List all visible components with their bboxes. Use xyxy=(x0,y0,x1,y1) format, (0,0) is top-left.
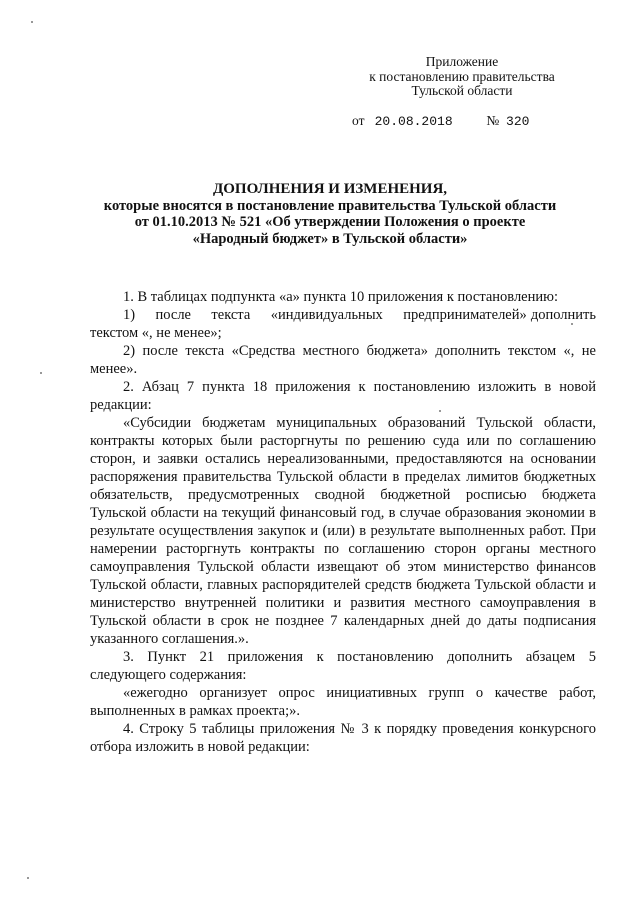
document-body xyxy=(90,288,596,756)
appendix-line: к постановлению правительства xyxy=(369,68,555,84)
date-prefix: от xyxy=(352,113,365,128)
paragraph: 4. Строку 5 таблицы приложения № 3 к порядку проведения конкурсного отбора изложить в новой редакции: xyxy=(90,721,596,755)
paragraph: 1) после текста «индивидуальных предпринимателей» дополнить текстом «, не менее»; xyxy=(90,307,596,341)
document-number: 320 xyxy=(506,114,530,129)
scan-speck xyxy=(40,372,42,374)
appendix-header xyxy=(352,55,572,99)
scan-speck xyxy=(31,21,33,23)
date-number-line xyxy=(352,113,529,129)
quoted-paragraph: «Субсидии бюджетам муниципальных образований Тульской области, контракты которых были расторгнуты по решению суда или по соглашению сторон, и заявки остались нереализованными, предоставляются на основании распоряжения правительства Тульской области в пределах лимитов бюджетных обязательств, предусмотренных сводной бюджетной росписью бюджета Тульской области на текущий финансовый год, в случае образования экономии в результате осуществления закупок и (или) в результате выполненных работ. При намерении расторгнуть контракты по соглашению сторон органы местного самоуправления Тульской области извещают об этом министерство финансов Тульской области, главных распорядителей средств бюджета Тульской области и министерство внутренней политики и развития местного самоуправления в Тульской области в срок не позднее 7 календарных дней до даты подписания указанного соглашения.». xyxy=(90,415,596,647)
title-line: «Народный бюджет» в Тульской области» xyxy=(192,230,468,247)
scan-speck xyxy=(27,877,29,879)
paragraph: 2. Абзац 7 пункта 18 приложения к постановлению изложить в новой редакции: xyxy=(90,379,596,413)
scan-speck xyxy=(571,323,573,325)
appendix-line: Приложение xyxy=(425,54,499,69)
title-line: ДОПОЛНЕНИЯ И ИЗМЕНЕНИЯ, xyxy=(212,181,448,197)
number-prefix: № xyxy=(486,113,500,128)
appendix-line: Тульской области xyxy=(411,83,513,98)
title-line: от 01.10.2013 № 521 «Об утверждении Положения о проекте xyxy=(134,214,526,230)
title-line: которые вносятся в постановление правительства Тульской области xyxy=(103,197,557,214)
document-title xyxy=(60,181,600,247)
document-date: 20.08.2018 xyxy=(374,114,453,129)
paragraph: 1. В таблицах подпункта «а» пункта 10 приложения к постановлению: xyxy=(123,289,558,305)
paragraph: 2) после текста «Средства местного бюджета» дополнить текстом «, не менее». xyxy=(90,343,596,377)
quoted-paragraph: «ежегодно организует опрос инициативных групп о качестве работ, выполненных в рамках проекта;». xyxy=(90,685,596,719)
scan-speck xyxy=(439,410,441,412)
paragraph: 3. Пункт 21 приложения к постановлению дополнить абзацем 5 следующего содержания: xyxy=(90,649,596,683)
